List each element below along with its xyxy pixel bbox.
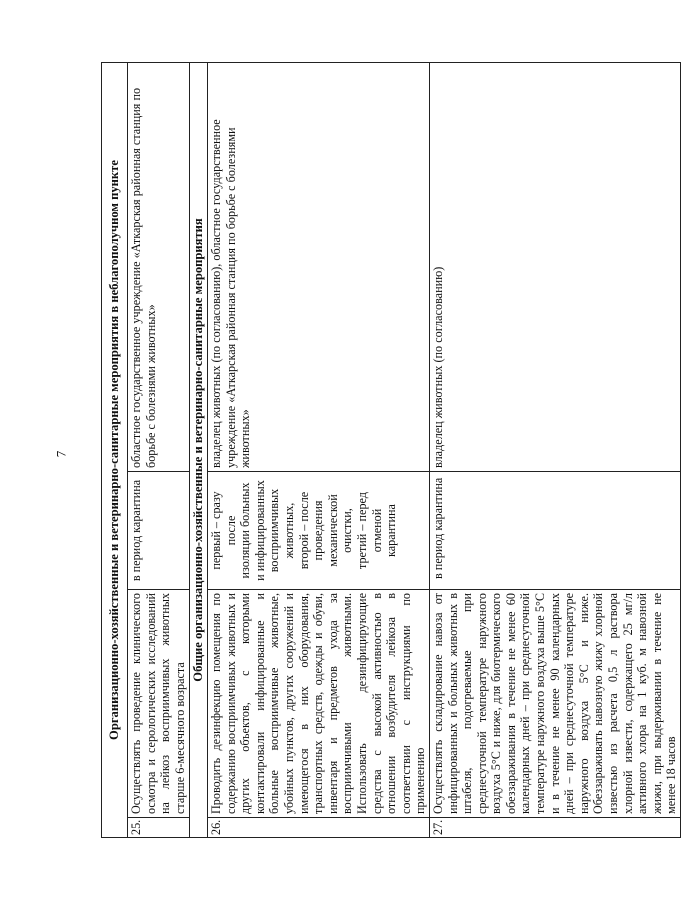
deadline-line: и инфицированных xyxy=(252,480,267,581)
deadline-line: механической очистки, xyxy=(325,494,355,567)
row-deadline xyxy=(208,472,430,590)
row-number: 25. xyxy=(128,818,190,838)
table-row xyxy=(208,63,430,838)
row-number: 27. xyxy=(429,818,680,838)
row-responsible: областное государственное учреждение «Аткарская районная станция по борьбе с болезнями животных» xyxy=(128,63,190,472)
deadline-line: карантина xyxy=(384,504,399,557)
row-responsible: владелец животных (по согласованию), областное государственное учреждение «Аткарская районная станция по борьбе с болезнями животных» xyxy=(208,63,430,472)
row-responsible: владелец животных (по согласованию) xyxy=(429,63,680,472)
deadline-line: третий – перед отменой xyxy=(354,492,384,570)
deadline-line: изоляции больных xyxy=(238,482,253,579)
deadline-line: первый – сразу после xyxy=(209,491,238,570)
document-table-rotated xyxy=(101,63,679,838)
section-title: Общие организационно-хозяйственные и ветеринарно-санитарные мероприятия xyxy=(190,63,208,838)
row-deadline: в период карантина xyxy=(128,472,190,590)
row-action: Осуществлять складирование навоза от инфицированных и больных животных в штабеля, подогреваемые при среднесуточной температуре наружного воздуха 5°С и ниже, для биотермического обеззараживания в течение не менее 60 календарных дней – при среднесуточной температуре наружного воздуха выше 5°С и в течение не менее 90 календарных дней – при среднесуточной температуре наружного воздуха 5°С и ниже. Обеззараживать навозную жижу хлорной известью из расчета 0,5 л раствора хлорной извести, содержащего 25 мг/л активного хлора на 1 куб. м навозной жижи, при выдерживании в течение не менее 18 часов xyxy=(429,590,680,818)
row-action: Осуществлять проведение клинического осмотра и серологических исследований на лейкоз восприимчивых животных старше 6-месячного возраста xyxy=(128,590,190,818)
section-header-row xyxy=(102,63,128,838)
deadline-line: второй – после проведения xyxy=(296,491,326,570)
page-number: 7 xyxy=(53,450,69,458)
section-title: Организационно-хозяйственные и ветеринарно-санитарные мероприятия в неблагополучном пункте xyxy=(102,63,128,838)
measures-table xyxy=(101,62,681,838)
row-number: 26. xyxy=(208,818,430,838)
row-action: Проводить дезинфекцию помещения по содержанию восприимчивых животных и других объектов, с которыми контактировали инфицированные и больные восприимчивые животные, убойных пунктов, других сооружений и имеющегося в них оборудования, транспортных средств, одежды и обуви, инвентаря и предметов ухода за восприимчивыми животными. Использовать дезинфицирующие средства с высокой активностью в отношении возбудителя лейкоза в соответствии с инструкциями по применению xyxy=(208,590,430,818)
table-row xyxy=(429,63,680,838)
deadline-line: восприимчивых животных, xyxy=(267,488,296,573)
row-deadline: в период карантина xyxy=(429,472,680,590)
section-header-row xyxy=(190,63,208,838)
table-row xyxy=(128,63,190,838)
